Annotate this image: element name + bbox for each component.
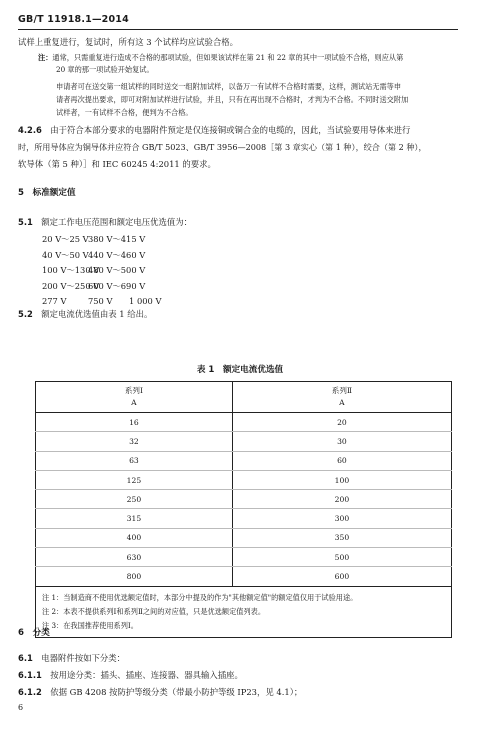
section-6-heading xyxy=(18,627,50,639)
table-cell: 32 xyxy=(36,432,233,451)
section-5-heading xyxy=(18,187,76,199)
table-cell: 60 xyxy=(232,451,451,470)
voltage-value: 20 V～25 V xyxy=(42,234,89,244)
table-cell: 250 xyxy=(36,490,233,509)
clause-4-2-6-line-3: 软导体（第 5 种）］和 IEC 60245 4:2011 的要求。 xyxy=(18,159,216,169)
clause-4-2-6-line-2: 时，所用导体应为铜导体并应符合 GB/T 5023、GB/T 3956—2008［第 3 章实心（第 1 种），绞合（第 2 种）， xyxy=(18,142,427,152)
voltage-row xyxy=(42,279,161,295)
clause-4-2-6-line-1 xyxy=(18,124,410,136)
note-line-5: 试样者，一有试样不合格，便判为不合格。 xyxy=(56,108,193,117)
unit-label: A xyxy=(339,398,345,407)
unit-label: A xyxy=(131,398,137,407)
table-cell: 800 xyxy=(36,567,233,586)
table-row xyxy=(36,509,452,528)
table-cell: 630 xyxy=(36,548,233,567)
table-cell: 16 xyxy=(36,413,233,432)
table-cell: 100 xyxy=(232,470,451,489)
clause-text: 依据 GB 4208 按防护等级分类（带最小防护等级 IP23，见 4.1）； xyxy=(50,687,303,697)
section-title: 分类 xyxy=(32,628,50,638)
note-line-2: 20 章的那一项试验开始复试。 xyxy=(56,65,154,74)
voltage-value: 200 V～250 V xyxy=(42,280,100,291)
series-1-name: 系列Ⅰ xyxy=(124,386,144,395)
table-row xyxy=(36,470,452,489)
section-number: 5 xyxy=(18,188,24,198)
voltage-list xyxy=(42,232,161,310)
series-1-header xyxy=(36,382,233,413)
page-number: 6 xyxy=(18,703,24,712)
clause-number: 6.1.1 xyxy=(18,670,42,680)
table-cell: 600 xyxy=(232,567,451,586)
table-note-3: 注 3：在我国推荐使用系列Ⅰ。 xyxy=(42,620,138,630)
voltage-value: 40 V～50 V xyxy=(42,249,89,260)
table-title: 表 1 额定电流优选值 xyxy=(196,365,284,375)
clause-4-2-6-text-1: 由于符合本部分要求的电器附件预定是仅连接铜或铜合金的电缆的，因此，当试验要用导体来进行 xyxy=(50,125,411,135)
table-row xyxy=(36,413,452,432)
table-cell: 300 xyxy=(232,509,451,528)
table-cell: 400 xyxy=(36,528,233,547)
table-cell: 315 xyxy=(36,509,233,528)
table-row xyxy=(36,451,452,470)
clause-number: 4.2.6 xyxy=(18,125,42,135)
clause-5-1 xyxy=(18,216,192,228)
clause-number: 5.2 xyxy=(18,309,33,319)
voltage-value: 480 V～500 V xyxy=(88,265,146,276)
clause-6-1 xyxy=(18,652,125,664)
table-cell: 350 xyxy=(232,528,451,547)
clause-6-1-2 xyxy=(18,686,302,698)
table-notes-row xyxy=(36,586,452,637)
clause-5-2 xyxy=(18,308,152,320)
section-title: 标准额定值 xyxy=(32,188,76,198)
clause-text: 电器附件按如下分类： xyxy=(41,653,125,663)
note-text-1: 通常，只需重复进行造成不合格的那项试验，但如果该试样在第 21 和 22 章的其中一项试验不合格，则应从第 xyxy=(52,53,404,62)
table-row xyxy=(36,432,452,451)
table-note-2: 注 2：本表不提供系列Ⅰ和系列Ⅱ之间的对应值，只是优选额定值列表。 xyxy=(42,606,266,616)
table-header-row xyxy=(36,382,452,413)
clause-number: 6.1.2 xyxy=(18,687,42,697)
standard-code: GB/T 11918.1—2014 xyxy=(18,14,129,25)
table-row xyxy=(36,490,452,509)
voltage-row xyxy=(42,263,161,279)
note-label: 注： xyxy=(38,53,53,62)
note-line-1 xyxy=(38,52,403,63)
table-row xyxy=(36,567,452,586)
voltage-value: 750 V 1 000 V xyxy=(88,296,162,307)
table-note-1: 注 1：当制造商不使用优选额定值时，本部分中提及的作为"其他额定值"的额定值仅用于试验用途。 xyxy=(42,592,358,602)
voltage-value: 277 V xyxy=(42,296,67,307)
header-rule xyxy=(18,29,458,30)
series-2-header xyxy=(232,382,451,413)
voltage-row xyxy=(42,232,161,248)
table-cell: 200 xyxy=(232,490,451,509)
clause-number: 5.1 xyxy=(18,217,33,227)
section-number: 6 xyxy=(18,628,24,638)
clause-text: 额定电流优选值由表 1 给出。 xyxy=(41,309,153,319)
clause-number: 6.1 xyxy=(18,653,33,663)
clause-text: 额定工作电压范围和额定电压优选值为： xyxy=(41,217,192,227)
note-line-4: 请者再次提出要求，即可对附加试样进行试验，并且，只有在再出现不合格时，才判为不合格。不同时送交附加 xyxy=(56,95,409,104)
voltage-row xyxy=(42,248,161,264)
table-cell: 20 xyxy=(232,413,451,432)
table-row xyxy=(36,548,452,567)
table-cell: 30 xyxy=(232,432,451,451)
rated-current-table xyxy=(32,381,452,638)
table-row xyxy=(36,528,452,547)
note-line-3: 申请者可在送交第一组试样的同时送交一组附加试样，以备万一有试样不合格时需要，这样，测试站无需等申 xyxy=(56,82,402,91)
voltage-value: 380 V～415 V xyxy=(88,234,146,244)
table-cell: 63 xyxy=(36,451,233,470)
table-notes xyxy=(36,586,452,637)
clause-text: 按用途分类：插头、插座、连接器、器具输入插座。 xyxy=(50,670,243,680)
retest-line: 试样上重复进行，复试时，所有这 3 个试样均应试验合格。 xyxy=(18,37,239,47)
voltage-value: 100 V～130 V xyxy=(42,265,100,276)
voltage-value: 440 V～460 V xyxy=(88,249,146,260)
clause-6-1-1 xyxy=(18,669,243,681)
table-cell: 500 xyxy=(232,548,451,567)
series-2-name: 系列Ⅱ xyxy=(331,386,353,395)
table-cell: 125 xyxy=(36,470,233,489)
voltage-value: 600 V～690 V xyxy=(88,280,146,291)
